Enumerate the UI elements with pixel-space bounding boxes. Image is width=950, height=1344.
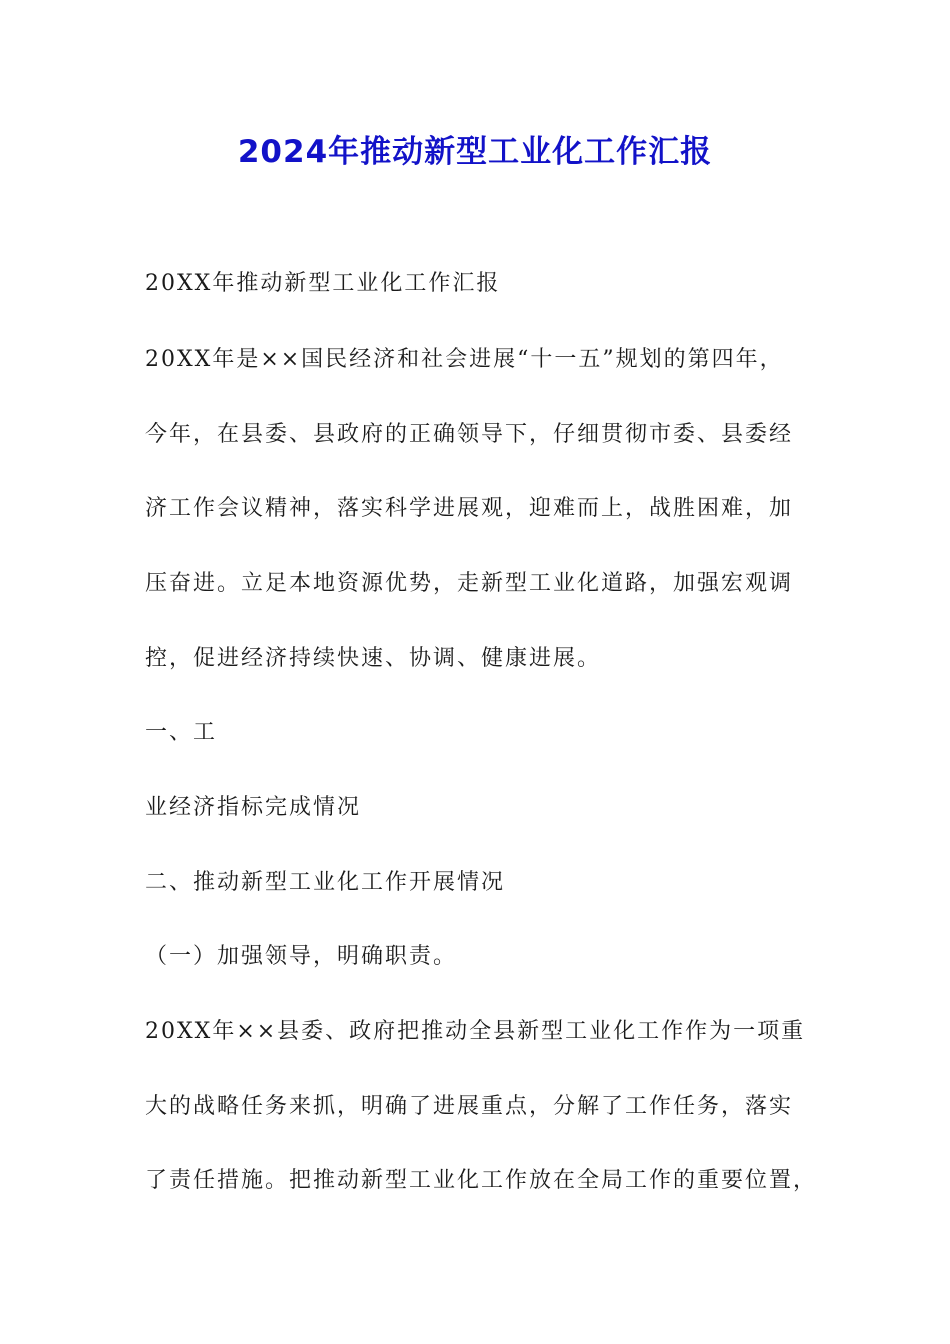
- paragraph-line: 20XX年××县委、政府把推动全县新型工业化工作作为一项重: [145, 1019, 806, 1044]
- section-heading: 一、工: [145, 720, 218, 745]
- subsection-heading: （一）加强领导，明确职责。: [145, 944, 458, 969]
- paragraph-line: 压奋进。立足本地资源优势，走新型工业化道路，加强宏观调: [145, 571, 794, 596]
- section-heading: 二、推动新型工业化工作开展情况: [145, 870, 506, 895]
- paragraph-line: 济工作会议精神，落实科学进展观，迎难而上，战胜困难，加: [145, 496, 794, 521]
- paragraph-line: 今年，在县委、县政府的正确领导下，仔细贯彻市委、县委经: [145, 422, 794, 447]
- paragraph-line: 了责任措施。把推动新型工业化工作放在全局工作的重要位置，: [145, 1168, 818, 1193]
- paragraph-line: 大的战略任务来抓，明确了进展重点，分解了工作任务，落实: [145, 1094, 794, 1119]
- paragraph-line: 控，促进经济持续快速、协调、健康进展。: [145, 646, 602, 671]
- section-heading-continued: 业经济指标完成情况: [145, 795, 362, 820]
- subtitle-line: 20XX年推动新型工业化工作汇报: [145, 271, 501, 296]
- page-title: 2024年推动新型工业化工作汇报: [237, 134, 713, 170]
- paragraph-line: 20XX年是××国民经济和社会进展“十一五”规划的第四年，: [145, 347, 784, 372]
